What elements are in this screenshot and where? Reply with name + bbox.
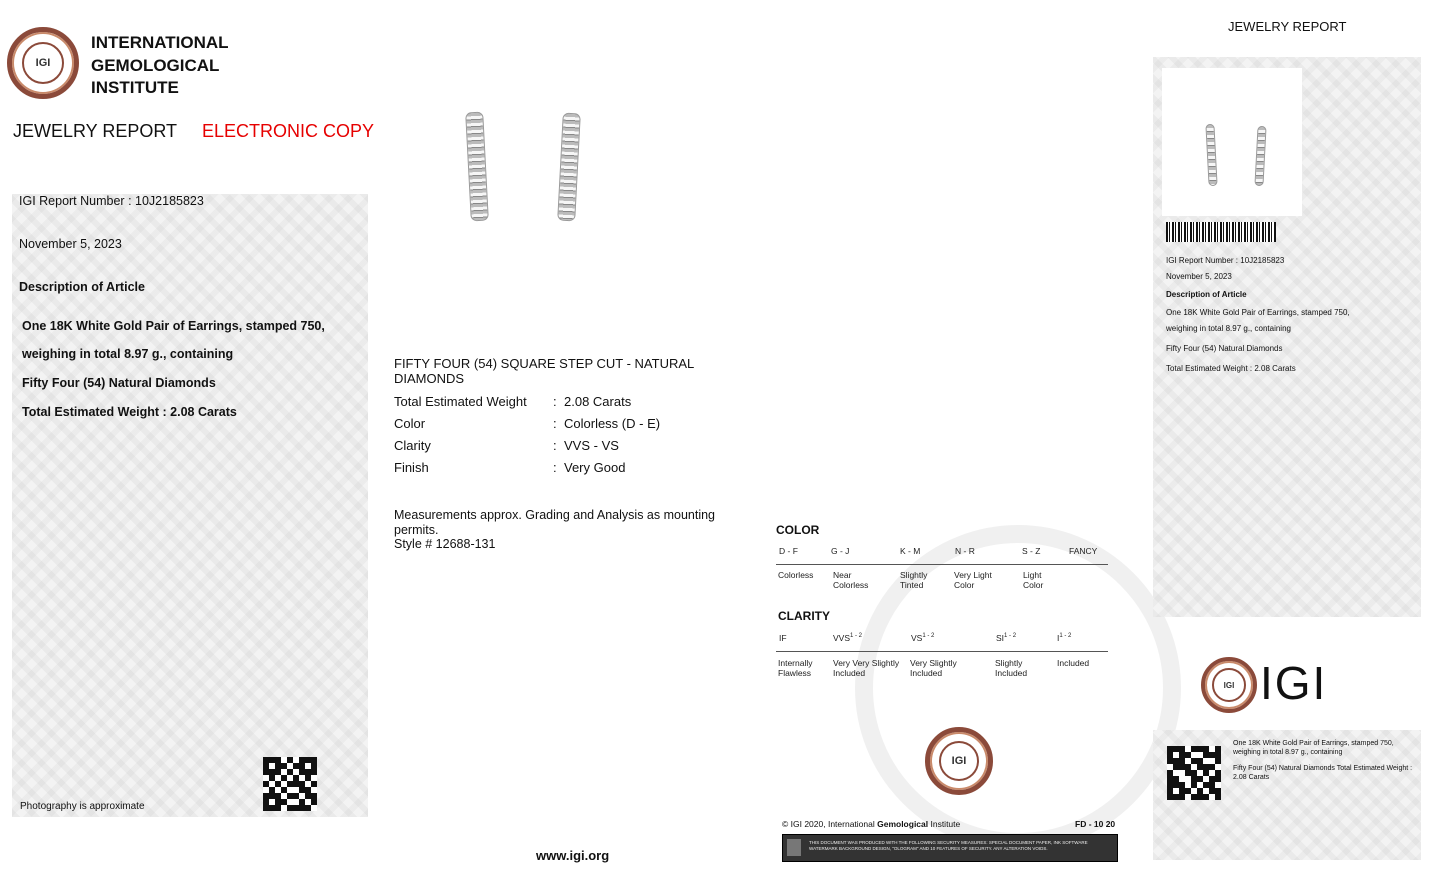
grade-colon: : [553, 460, 557, 475]
left-details-panel [12, 194, 368, 817]
clarity-grade: $I^{1 - 2}$ [1057, 633, 1072, 643]
color-scale-line [776, 564, 1108, 565]
color-desc: Very Light Color [954, 570, 992, 590]
report-date: November 5, 2023 [19, 237, 122, 251]
right-description-line: One 18K White Gold Pair of Earrings, stamped 750, [1166, 308, 1350, 317]
clarity-scale-line [776, 651, 1108, 652]
right-summary-line: One 18K White Gold Pair of Earrings, stamped 750, weighing in total 8.97 g., containing [1233, 740, 1394, 756]
color-desc: Slightly Tinted [900, 570, 928, 590]
color-grade: G - J [831, 546, 850, 556]
description-title: Description of Article [19, 280, 145, 294]
color-grade: N - R [955, 546, 975, 556]
seal-text: IGI [22, 42, 64, 84]
grade-colon: : [553, 416, 557, 431]
seal-text: IGI [1212, 668, 1246, 702]
color-grade: FANCY [1069, 546, 1098, 556]
description-line: One 18K White Gold Pair of Earrings, stamped 750, [22, 319, 325, 333]
color-grade: K - M [900, 546, 921, 556]
igi-seal-small [925, 727, 993, 795]
right-description-line: Total Estimated Weight : 2.08 Carats [1166, 364, 1296, 373]
color-desc: Light Color [1023, 570, 1044, 590]
grade-value: Very Good [564, 460, 626, 475]
clarity-grade: VS$^{1 - 2}$ [911, 633, 935, 643]
description-line: Total Estimated Weight : 2.08 Carats [22, 405, 237, 419]
description-line: Fifty Four (54) Natural Diamonds [22, 376, 216, 390]
igi-seal-logo [7, 27, 79, 99]
right-summary-panel [1153, 57, 1421, 617]
measurement-note: Measurements approx. Grading and Analysis as mounting permits. [394, 508, 716, 537]
right-description-line: Fifty Four (54) Natural Diamonds [1166, 344, 1283, 353]
copyright-text: © IGI 2020, International Gemological Institute [782, 819, 961, 829]
right-report-date: November 5, 2023 [1166, 272, 1232, 281]
org-line-2: GEMOLOGICAL [91, 55, 220, 75]
clarity-desc: Included [1057, 658, 1090, 668]
grade-colon: : [553, 394, 557, 409]
grade-value: Colorless (D - E) [564, 416, 661, 431]
grade-value: 2.08 Carats [564, 394, 632, 409]
clarity-desc: Internally Flawless [778, 658, 813, 678]
description-line: weighing in total 8.97 g., containing [22, 347, 234, 361]
earring-right-image [557, 113, 581, 222]
right-photo [1162, 68, 1302, 216]
right-report-type: JEWELRY REPORT [1228, 19, 1347, 34]
right-bottom-panel [1153, 730, 1421, 860]
electronic-copy-label: ELECTRONIC COPY [202, 121, 375, 141]
right-description-line: weighing in total 8.97 g., containing [1166, 324, 1291, 333]
org-name [91, 32, 229, 100]
style-number: Style # 12688-131 [394, 537, 496, 551]
website-link[interactable]: www.igi.org [536, 848, 610, 863]
lock-icon [787, 839, 801, 856]
org-line-3: INSTITUTE [91, 78, 179, 97]
color-desc: Colorless [778, 570, 814, 580]
clarity-grade: VVS$^{1 - 2}$ [833, 633, 863, 643]
report-type-title: JEWELRY REPORT [13, 121, 178, 141]
earring-thumbnail [1254, 126, 1266, 186]
color-grade: D - F [779, 546, 798, 556]
security-text: THIS DOCUMENT WAS PRODUCED WITH THE FOLLOWING SECURITY MEASURES: SPECIAL DOCUMENT PAPER, INK SOFTWARE WATERMARK BACKGROUND DESIGN, "OLOGRAM" AND 10 FEATURES OF SECURITY. ANY ALTERATION VOIDS. [809, 840, 1088, 851]
color-desc: Near Colorless [833, 570, 869, 590]
clarity-desc: Very Very Slightly Included [833, 658, 900, 678]
right-report-number: IGI Report Number : 10J2185823 [1166, 256, 1285, 265]
clarity-scale-title: CLARITY [778, 609, 830, 623]
color-scale-title: COLOR [776, 523, 820, 537]
color-grade: S - Z [1022, 546, 1041, 556]
igi-logo-text: IGI [1260, 657, 1328, 709]
right-description-title: Description of Article [1166, 290, 1247, 299]
report-number: IGI Report Number : 10J2185823 [19, 194, 204, 208]
earring-thumbnail [1205, 124, 1217, 186]
grade-value: VVS - VS [564, 438, 619, 453]
clarity-grade: SI$^{1 - 2}$ [996, 633, 1017, 643]
grade-label: Finish [394, 460, 429, 475]
earring-left-image [465, 112, 489, 222]
grade-label: Clarity [394, 438, 431, 453]
photo-note: Photography is approximate [20, 801, 145, 812]
clarity-desc: Very Slightly Included [910, 658, 957, 678]
clarity-desc: Slightly Included [995, 658, 1028, 678]
qr-code[interactable] [263, 757, 317, 811]
org-line-1: INTERNATIONAL [91, 33, 229, 52]
grade-colon: : [553, 438, 557, 453]
seal-text: IGI [939, 741, 979, 781]
qr-code-small[interactable] [1167, 746, 1221, 800]
stone-title: FIFTY FOUR (54) SQUARE STEP CUT - NATURAL DIAMONDS [394, 356, 694, 386]
igi-logo-seal [1201, 657, 1257, 713]
security-strip [782, 834, 1118, 862]
form-code: FD - 10 20 [1075, 819, 1116, 829]
right-summary-line: Fifty Four (54) Natural Diamonds Total Estimated Weight : 2.08 Carats [1233, 765, 1413, 781]
clarity-grade: IF [779, 633, 787, 643]
right-details [1166, 253, 1350, 377]
barcode [1166, 222, 1276, 242]
grade-label: Color [394, 416, 426, 431]
grade-label: Total Estimated Weight [394, 394, 527, 409]
